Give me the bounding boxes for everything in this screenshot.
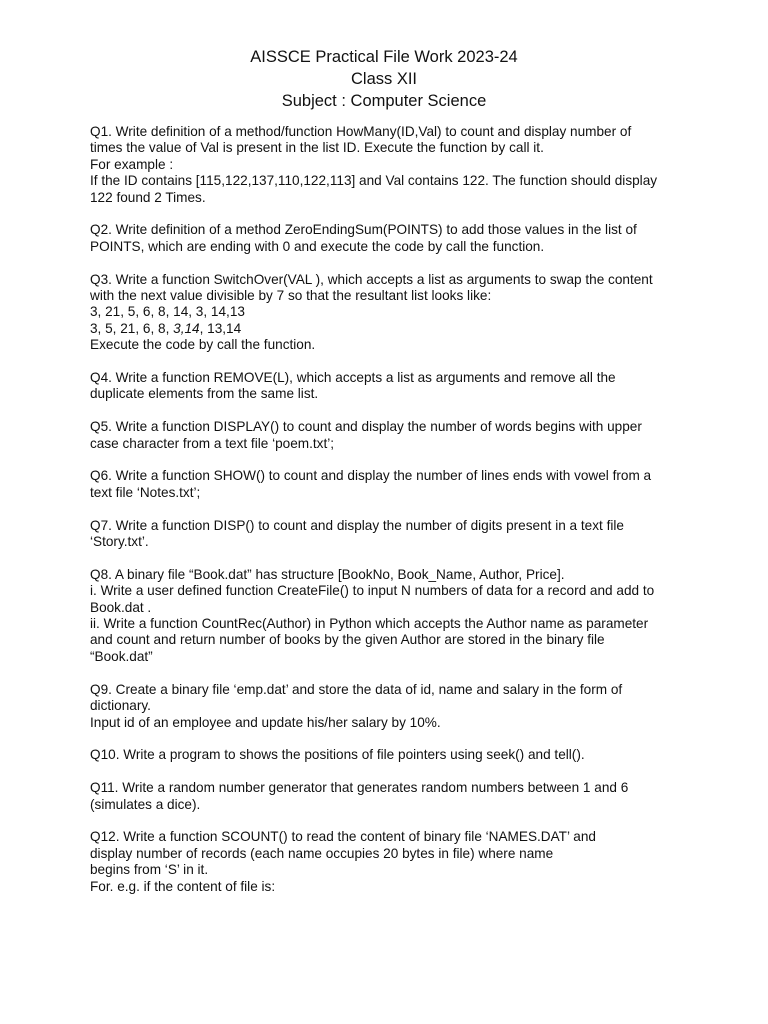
result-list-italic-part: 3,14 [173,320,200,336]
question-2-line: Q2. Write definition of a method ZeroEndingSum(POINTS) to add those values in the list of [90,222,637,238]
question-9-line: Input id of an employee and update his/her salary by 10%. [90,714,441,730]
question-3-line: Q3. Write a function SwitchOver(VAL ), which accepts a list as arguments to swap the content [90,271,653,287]
question-list [90,124,690,911]
question-12-line: display number of records (each name occupies 20 bytes in file) where name [90,845,554,861]
question-6-line: Q6. Write a function SHOW() to count and display the number of lines ends with vowel from a [90,468,652,484]
question-1-line: times the value of Val is present in the list ID. Execute the function by call it. [90,140,544,156]
question-1-line: If the ID contains [115,122,137,110,122,113] and Val contains 122. The function should display [90,173,658,189]
question-9-line: Q9. Create a binary file ‘emp.dat’ and store the data of id, name and salary in the form of [90,681,623,697]
question-1-line: Q1. Write definition of a method/function HowMany(ID,Val) to count and display number of [90,124,632,139]
question-11-line: Q11. Write a random number generator that generates random numbers between 1 and 6 [90,780,629,796]
document-header [0,46,768,112]
question-12-line: For. e.g. if the content of file is: [90,878,276,894]
question-5 [90,419,690,452]
question-5-line: Q5. Write a function DISPLAY() to count and display the number of words begins with upper [90,419,642,435]
question-11 [90,780,690,813]
question-1-line: For example : [90,156,174,172]
question-3-line: with the next value divisible by 7 so that the resultant list looks like: [90,288,492,304]
question-8-line: “Book.dat” [90,648,153,664]
question-10 [90,747,690,763]
question-3-input-list: 3, 21, 5, 6, 8, 14, 3, 14,13 [90,304,245,320]
question-6 [90,468,690,501]
question-8-line: ii. Write a function CountRec(Author) in Python which accepts the Author name as parameter [90,616,649,632]
question-1 [90,124,690,206]
question-7-line: ‘Story.txt’. [90,534,149,550]
question-8-line: Q8. A binary file “Book.dat” has structure [BookNo, Book_Name, Author, Price]. [90,566,565,582]
question-3-line: Execute the code by call the function. [90,337,316,353]
question-7 [90,518,690,551]
header-title: AISSCE Practical File Work 2023-24 [250,48,518,66]
question-2-line: POINTS, which are ending with 0 and execute the code by call the function. [90,238,545,254]
question-8-line: and count and return number of books by the given Author are stored in the binary file [90,632,605,648]
question-11-line: (simulates a dice). [90,796,201,812]
question-4 [90,370,690,403]
header-class: Class XII [350,70,418,88]
question-6-line: text file ‘Notes.txt’; [90,484,201,500]
result-list-part: , 13,14 [199,320,242,336]
question-8-line: i. Write a user defined function CreateFile() to input N numbers of data for a record and add to [90,583,655,599]
result-list-part: 3, 5, 21, 6, 8, [90,320,174,336]
question-1-line: 122 found 2 Times. [90,189,206,205]
question-8 [90,567,690,665]
question-12-line: begins from ‘S’ in it. [90,862,209,878]
question-12 [90,829,690,895]
question-2 [90,222,690,255]
question-8-line: Book.dat . [90,599,152,615]
question-3-result-list [90,321,690,337]
question-3 [90,272,690,354]
question-4-line: Q4. Write a function REMOVE(L), which accepts a list as arguments and remove all the [90,370,616,386]
question-7-line: Q7. Write a function DISP() to count and display the number of digits present in a text file [90,517,624,533]
question-9-line: dictionary. [90,698,151,714]
question-12-line: Q12. Write a function SCOUNT() to read the content of binary file ‘NAMES.DAT’ and [90,829,596,845]
question-4-line: duplicate elements from the same list. [90,386,319,402]
question-10-line: Q10. Write a program to shows the positions of file pointers using seek() and tell(). [90,747,585,763]
question-9 [90,682,690,731]
header-subject: Subject : Computer Science [281,92,487,110]
question-5-line: case character from a text file ‘poem.txt’; [90,435,335,451]
